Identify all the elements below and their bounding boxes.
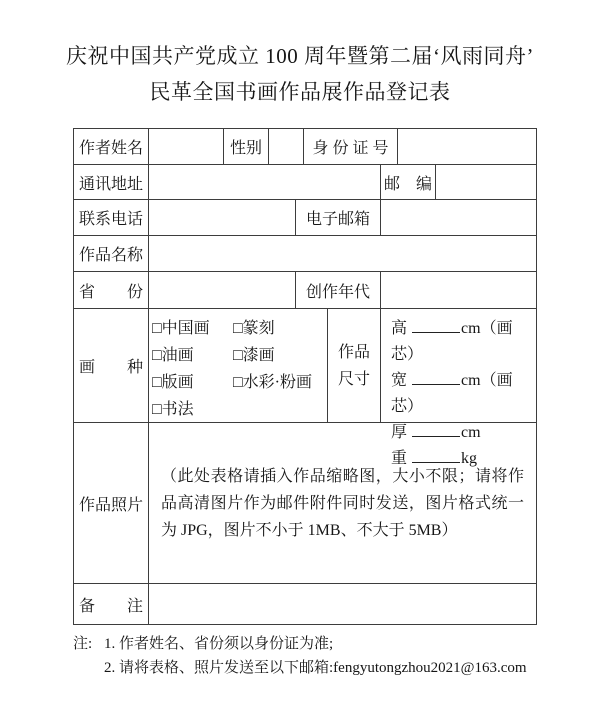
- work-title-row: [74, 236, 536, 272]
- province-field[interactable]: [149, 272, 296, 308]
- checkbox-icon[interactable]: □: [152, 374, 162, 391]
- gender-field[interactable]: [269, 129, 304, 164]
- category-option-printmaking[interactable]: [152, 369, 233, 396]
- photo-row: [74, 423, 536, 584]
- work-title-label: 作品名称: [74, 236, 149, 271]
- category-line: [152, 342, 327, 369]
- creation-year-field[interactable]: [381, 272, 536, 308]
- note-1: 1. 作者姓名、省份须以身份证为准;: [104, 636, 334, 652]
- weight-label: 重: [391, 450, 408, 467]
- category-option-chinese-painting[interactable]: [152, 315, 233, 342]
- checkbox-icon[interactable]: □: [233, 374, 243, 391]
- mailing-address-field[interactable]: [149, 165, 381, 199]
- weight-unit: kg: [461, 450, 478, 467]
- id-number-label: [304, 129, 398, 164]
- work-size-label-line-2: 尺寸: [337, 370, 370, 388]
- category-options: [149, 309, 328, 422]
- checkbox-icon[interactable]: □: [152, 401, 162, 418]
- checkbox-icon[interactable]: □: [233, 320, 243, 337]
- work-title-field[interactable]: [149, 236, 536, 271]
- note-prefix-spacer: [73, 656, 104, 680]
- category-option-oil-painting[interactable]: [152, 342, 233, 369]
- email-label: 电子邮箱: [296, 200, 381, 235]
- width-suffix: （画芯）: [391, 372, 513, 415]
- height-suffix: （画芯）: [391, 320, 513, 363]
- work-size-label-line-1: 作品: [337, 343, 370, 361]
- category-option-label: 版画: [161, 374, 194, 391]
- author-row: [74, 129, 536, 165]
- height-input-line[interactable]: [412, 317, 460, 333]
- province-row: [74, 272, 536, 309]
- note-2: 2. 请将表格、照片发送至以下邮箱:fengyutongzhou2021@163.com: [104, 660, 527, 676]
- form-title: [0, 0, 600, 110]
- category-option-label: 油画: [161, 347, 194, 364]
- category-line: [152, 396, 327, 423]
- checkbox-icon[interactable]: □: [152, 347, 162, 364]
- thickness-unit: cm: [461, 424, 481, 441]
- gender-label: 性别: [224, 129, 269, 164]
- province-label: 省 份: [74, 272, 149, 308]
- author-name-label: 作者姓名: [74, 129, 149, 164]
- work-size-label: [328, 309, 381, 422]
- checkbox-icon[interactable]: □: [233, 347, 243, 364]
- postal-code-label: 邮 编: [381, 165, 436, 199]
- note-line-1: [73, 632, 600, 656]
- email-field[interactable]: [381, 200, 536, 235]
- category-option-label: 漆画: [242, 347, 275, 364]
- contact-phone-field[interactable]: [149, 200, 296, 235]
- id-number-field[interactable]: [398, 129, 536, 164]
- height-unit: cm: [461, 320, 481, 337]
- width-label: 宽: [391, 372, 408, 389]
- creation-year-label: 创作年代: [296, 272, 381, 308]
- work-photo-label: 作品照片: [74, 423, 149, 583]
- remarks-row: [74, 584, 536, 624]
- address-row: [74, 165, 536, 200]
- category-option-lacquer-painting[interactable]: [233, 342, 275, 369]
- author-name-field[interactable]: [149, 129, 224, 164]
- category-option-calligraphy[interactable]: [152, 396, 233, 423]
- painting-category-label: 画 种: [74, 309, 149, 422]
- note-line-2: [73, 656, 600, 680]
- work-dimensions: [381, 309, 536, 467]
- id-number-label-text: 身份证号: [312, 140, 393, 157]
- form-title-line-2: 民革全国书画作品展作品登记表: [149, 80, 451, 104]
- photo-instructions: （此处表格请插入作品缩略图，大小不限；请将作品高清图片作为邮件附件同时发送，图片格式统一为 JPG，图片不小于 1MB、不大于 5MB）: [161, 467, 524, 539]
- photo-insert-area[interactable]: [149, 423, 536, 583]
- category-size-row: [74, 309, 536, 467]
- height-dimension: [391, 316, 536, 368]
- thickness-label: 厚: [391, 424, 408, 441]
- contact-phone-label: 联系电话: [74, 200, 149, 235]
- height-label: 高: [391, 320, 408, 337]
- category-option-label: 中国画: [161, 320, 210, 337]
- contact-row: [74, 200, 536, 236]
- notes-section: [73, 632, 600, 680]
- registration-table: [73, 128, 537, 625]
- postal-code-field[interactable]: [436, 165, 536, 199]
- category-option-label: 书法: [161, 401, 194, 418]
- form-title-line-1: 庆祝中国共产党成立 100 周年暨第二届‘风雨同舟’: [66, 44, 534, 68]
- category-line: [152, 315, 327, 342]
- category-option-label: 篆刻: [242, 320, 275, 337]
- category-line: [152, 369, 327, 396]
- width-input-line[interactable]: [412, 369, 460, 385]
- category-option-seal-carving[interactable]: [233, 315, 275, 342]
- category-option-watercolor-gouache[interactable]: [233, 369, 312, 396]
- category-option-label: 水彩·粉画: [242, 374, 313, 391]
- note-prefix: 注:: [73, 636, 93, 652]
- remarks-label: 备 注: [74, 584, 149, 624]
- remarks-field[interactable]: [149, 584, 536, 624]
- checkbox-icon[interactable]: □: [152, 320, 162, 337]
- width-dimension: [391, 368, 536, 420]
- mailing-address-label: 通讯地址: [74, 165, 149, 199]
- width-unit: cm: [461, 372, 481, 389]
